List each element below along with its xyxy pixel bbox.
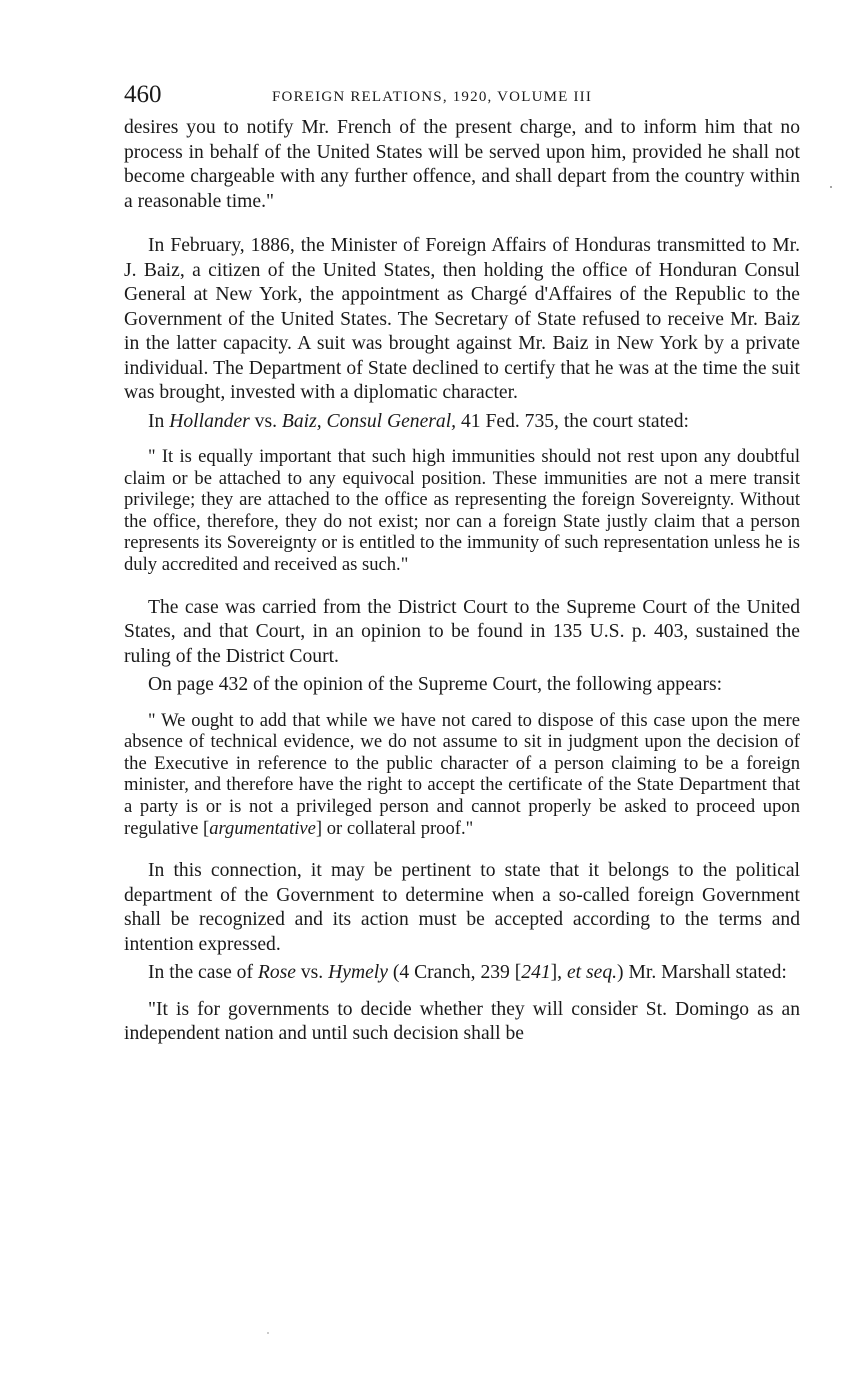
block-quote-marshall: "It is for governments to decide whether they will consider St. Domingo as an independent nation and until such decision shall be bbox=[124, 998, 800, 1045]
paragraph-political-department: In this connection, it may be pertinent to state that it belongs to the political department of the Government to determine when a so-called foreign Government shall be recognized and its action must be accepted according to the terms and intention expressed. bbox=[124, 860, 800, 955]
page-reference: 241 bbox=[521, 962, 551, 984]
text-segment: vs. bbox=[249, 410, 282, 432]
paragraph-page-432: On page 432 of the opinion of the Supreme Court, the following appears: bbox=[148, 674, 723, 696]
block-quote-hollander: " It is equally important that such high immunities should not rest upon any doubtful claim or be attached to any equivocal position. These immunities are not a mere transit privilege; they are attached to the office as representing the foreign Sovereignty. Without the office, therefore, they do not exist; nor can a foreign State justly claim that a person represents its Sovereignty or is entitled to the immunity of such representation unless he is duly accredited and received as such." bbox=[124, 446, 800, 575]
case-name-hollander: Hollander bbox=[169, 410, 250, 432]
text-segment: vs. bbox=[295, 962, 329, 984]
text-segment: " We ought to add that while we have not cared to dispose of this case upon the mere absence of technical evidence, we do not assume to sit in judgment upon the decision of the Executive in reference to the public character of a person claiming to be a foreign minister, and therefore have the right to accept the certificate of the State Department that a party is or is not a privileged person and cannot properly be asked to proceed upon regulative [ bbox=[124, 709, 800, 839]
running-title: FOREIGN RELATIONS, 1920, VOLUME III bbox=[272, 89, 593, 105]
case-name-baiz: Baiz, Consul General, bbox=[281, 410, 457, 432]
text-segment: ] or collateral proof." bbox=[315, 817, 474, 839]
et-seq: et seq. bbox=[566, 962, 618, 984]
text-segment: ], bbox=[550, 962, 567, 984]
case-name-rose: Rose bbox=[257, 962, 296, 984]
scan-speck bbox=[267, 1332, 269, 1334]
paragraph-baiz-appointment: In February, 1886, the Minister of Foreign Affairs of Honduras transmitted to Mr. J. Baiz, a citizen of the United States, then holding the office of Honduran Consul General at New York, the appointment as Chargé d'Affaires of the Republic to the Government of the United States. The Secretary of State refused to receive Mr. Baiz in the latter capacity. A suit was brought against Mr. Baiz in New York by a private individual. The Department of State declined to certify that he was at the time the suit was brought, invested with a diplomatic character. bbox=[124, 235, 800, 403]
paragraph-rose-case bbox=[124, 961, 800, 986]
paragraph-continuation: desires you to notify Mr. French of the present charge, and to inform him that no process in behalf of the United States will be served upon him, provided he shall not become chargeable with any further offence, and shall depart from the country within a reasonable time." bbox=[124, 117, 800, 212]
paragraph-supreme-court: The case was carried from the District Court to the Supreme Court of the United States, and that Court, in an opinion to be found in 135 U.S. p. 403, sustained the ruling of the District Court. bbox=[124, 596, 800, 667]
document-page bbox=[124, 80, 800, 1047]
page-header bbox=[124, 80, 800, 116]
text-segment: In the case of bbox=[148, 962, 258, 984]
text-segment: In bbox=[148, 410, 170, 432]
bracketed-italic-term: argumentative bbox=[209, 817, 316, 839]
text-segment: ) Mr. Marshall stated: bbox=[617, 962, 787, 984]
case-name-hymely: Hymely bbox=[328, 962, 388, 984]
text-segment: 41 Fed. 735, the court stated: bbox=[456, 410, 689, 432]
block-quote-supreme-court bbox=[124, 710, 800, 840]
paragraph-hollander-case bbox=[124, 410, 800, 435]
page-number: 460 bbox=[124, 81, 162, 108]
text-segment: (4 Cranch, 239 [ bbox=[387, 962, 522, 984]
scan-speck bbox=[830, 186, 832, 188]
